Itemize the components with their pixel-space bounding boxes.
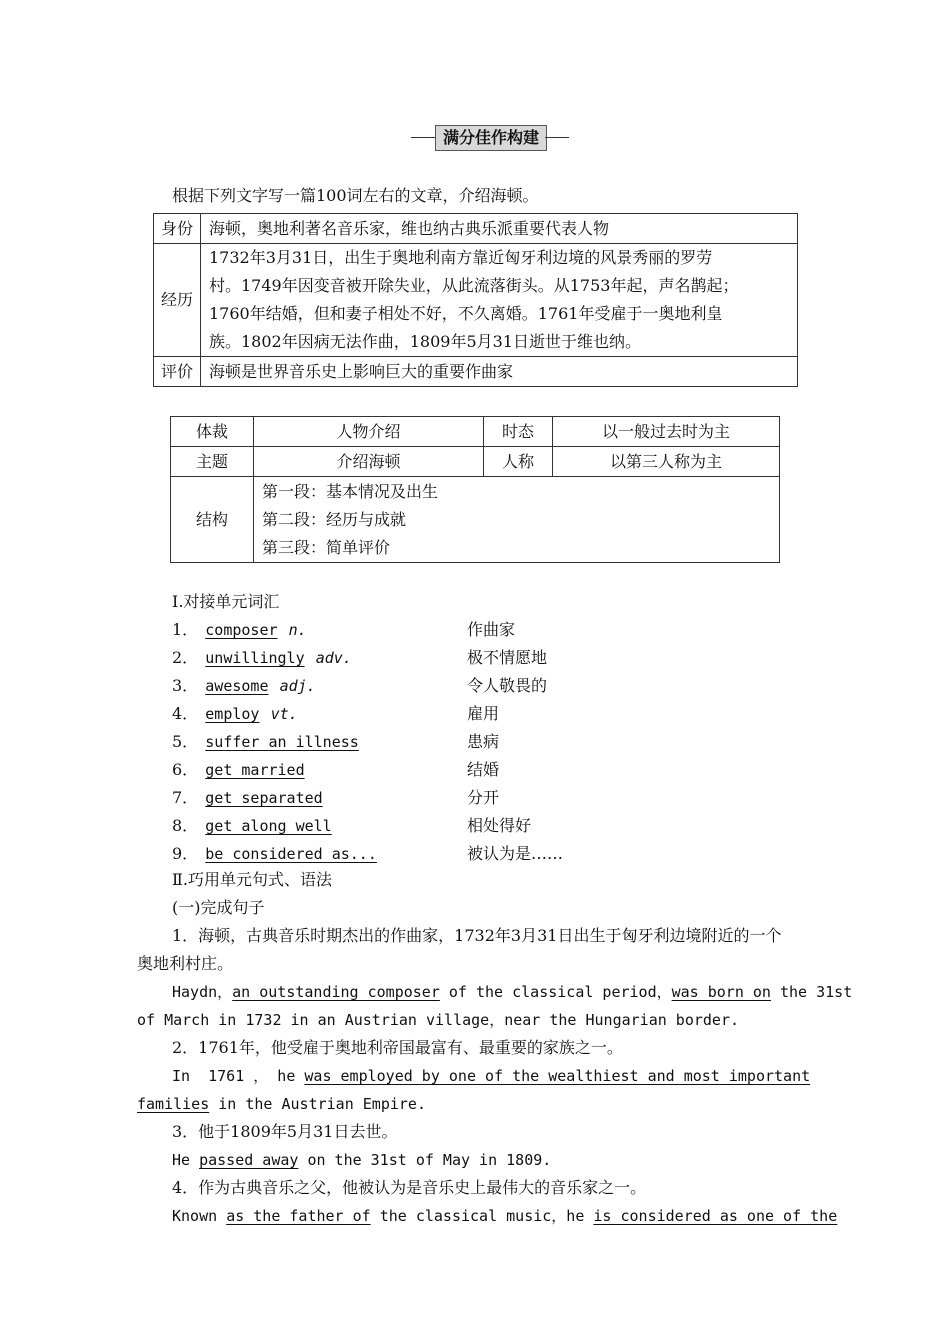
vocab-term: composer [205,621,278,639]
sentence-2-zh: 2．1761年，他受雇于奥地利帝国最富有、最重要的家族之一。 [172,1038,623,1057]
vocab-meaning: 相处得好 [467,816,532,835]
experience-line: 1760年结婚，但和妻子相处不好，不久离婚。1761年受雇于一奥地利皇 [209,304,723,323]
section-banner [405,124,575,152]
en-text: Haydn， [172,983,233,1001]
vocab-term: be considered as... [205,845,377,863]
vocab-meaning: 作曲家 [467,620,516,639]
plan-table [170,416,780,563]
plan-cell: 体裁 [171,417,254,447]
info-label-experience: 经历 [154,244,201,357]
banner-left-rule [411,137,435,138]
info-evaluation: 海顿是世界音乐史上影响巨大的重要作曲家 [201,357,798,387]
answer-blank: an outstanding composer [232,983,440,1001]
vocab-num: 2． [172,648,199,667]
vocab-num: 5． [172,732,199,751]
answer-blank: families [137,1095,210,1113]
sentence-1-en-cont: of March in 1732 in an Austrian village，near the Hungarian border. [137,1011,739,1029]
answer-blank: is considered as one of the [593,1207,838,1225]
vocab-num: 7． [172,788,199,807]
vocab-num: 8． [172,816,199,835]
vocab-num: 3． [172,676,199,695]
vocab-item [172,812,812,840]
vocab-meaning: 令人敬畏的 [467,676,548,695]
sentence-2-en [172,1062,810,1090]
sentence-4-en [172,1202,837,1230]
vocab-item [172,728,812,756]
info-identity: 海顿，奥地利著名音乐家，维也纳古典乐派重要代表人物 [201,214,798,244]
task-intro: 根据下列文字写一篇100词左右的文章，介绍海顿。 [172,186,539,205]
vocab-list [172,616,812,868]
vocab-item [172,616,812,644]
en-text: on the 31st of May in 1809. [298,1151,552,1169]
vocab-term: get separated [205,789,323,807]
vocab-term: get married [205,761,305,779]
vocab-meaning: 患病 [467,732,500,751]
section-grammar-title: Ⅱ.巧用单元句式、语法 [172,870,332,889]
sentence-1-en [172,978,852,1006]
vocab-item [172,784,812,812]
en-text: of the classical period， [439,983,672,1001]
vocab-meaning: 分开 [467,788,500,807]
vocab-meaning: 结婚 [467,760,500,779]
plan-structure [254,477,780,563]
vocab-num: 4． [172,704,199,723]
sentence-3-en [172,1146,551,1174]
en-text: the classical music，he [370,1207,594,1225]
answer-blank: was employed by one of the wealthiest and most important [304,1067,811,1085]
plan-cell: 时态 [484,417,553,447]
plan-cell: 以一般过去时为主 [553,417,780,447]
en-text: He [172,1151,200,1169]
vocab-item [172,672,812,700]
structure-line: 第一段：基本情况及出生 [262,481,439,501]
banner-title: 满分佳作构建 [435,125,547,151]
vocab-item [172,756,812,784]
info-experience [201,244,798,357]
plan-cell: 人物介绍 [254,417,484,447]
en-text: the 31st [770,983,853,1001]
sentence-1-zh-cont: 奥地利村庄。 [137,954,234,973]
plan-cell: 主题 [171,447,254,477]
info-table [153,213,798,387]
structure-line: 第三段：简单评价 [262,537,391,557]
answer-blank: was born on [671,983,771,1001]
vocab-term: employ [205,705,260,723]
vocab-term: unwillingly [205,649,305,667]
vocab-meaning: 雇用 [467,704,500,723]
info-label-identity: 身份 [154,214,201,244]
en-text: Known [172,1207,227,1225]
plan-structure-label: 结构 [171,477,254,563]
vocab-pos: vt. [270,705,298,723]
vocab-pos: n. [288,621,307,639]
vocab-pos: adv. [315,649,352,667]
plan-cell: 以第三人称为主 [553,447,780,477]
sentence-2-en-cont [137,1090,426,1118]
vocab-item [172,700,812,728]
section-grammar-sub: (一)完成句子 [172,898,265,917]
vocab-meaning: 极不情愿地 [467,648,548,667]
experience-line: 族。1802年因病无法作曲，1809年5月31日逝世于维也纳。 [209,332,641,351]
plan-cell: 介绍海顿 [254,447,484,477]
vocab-num: 9． [172,844,199,863]
vocab-term: suffer an illness [205,733,359,751]
banner-right-rule [545,137,569,138]
answer-blank: as the father of [226,1207,371,1225]
section-vocab-title: Ⅰ.对接单元词汇 [172,592,280,611]
info-label-evaluation: 评价 [154,357,201,387]
sentence-1-zh: 1．海顿，古典音乐时期杰出的作曲家，1732年3月31日出生于匈牙利边境附近的一个 [172,926,782,945]
vocab-term: get along well [205,817,332,835]
sentence-4-zh: 4．作为古典音乐之父，他被认为是音乐史上最伟大的音乐家之一。 [172,1178,647,1197]
vocab-item [172,644,812,672]
vocab-term: awesome [205,677,269,695]
vocab-item [172,840,812,868]
experience-line: 1732年3月31日，出生于奥地利南方靠近匈牙利边境的风景秀丽的罗劳 [209,248,713,267]
plan-cell: 人称 [484,447,553,477]
sentence-3-zh: 3．他于1809年5月31日去世。 [172,1122,398,1141]
en-text: In 1761 ， he [172,1067,305,1085]
answer-blank: passed away [199,1151,299,1169]
vocab-meaning: 被认为是…… [467,844,564,863]
structure-line: 第二段：经历与成就 [262,509,407,529]
en-text: in the Austrian Empire. [209,1095,426,1113]
vocab-num: 6． [172,760,199,779]
vocab-pos: adj. [279,677,316,695]
experience-line: 村。1749年因变音被开除失业，从此流落街头。从1753年起，声名鹊起； [209,276,739,295]
vocab-num: 1． [172,620,199,639]
